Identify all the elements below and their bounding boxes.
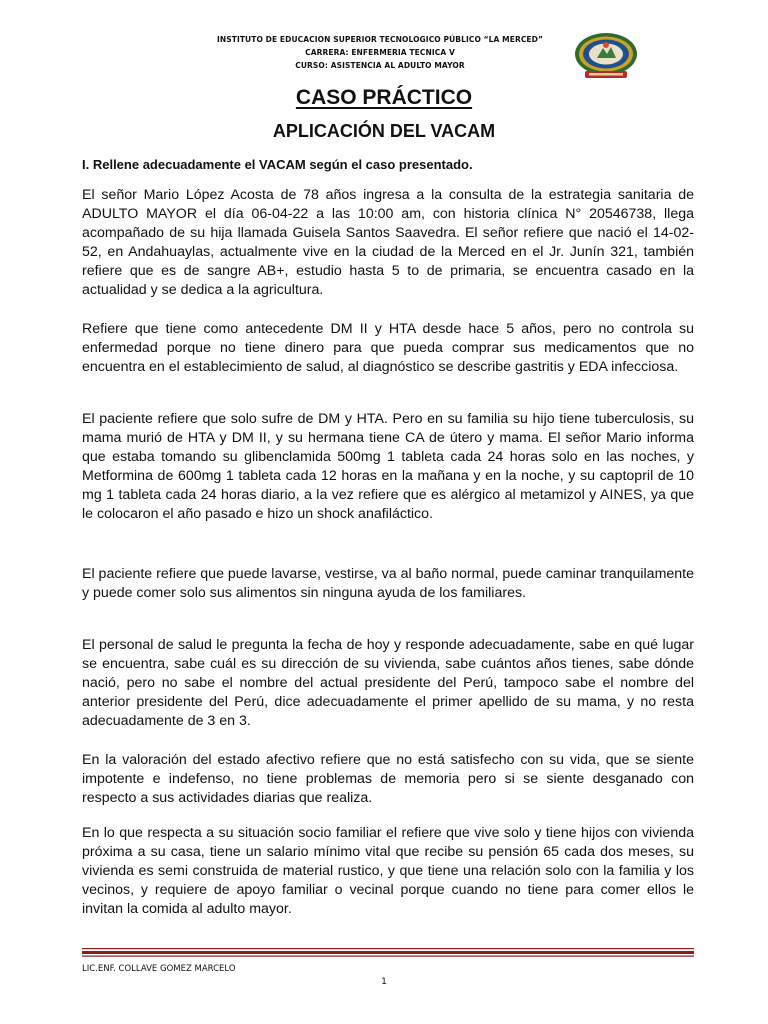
header-course: CURSO: ASISTENCIA AL ADULTO MAYOR bbox=[295, 61, 465, 70]
instruction-text: I. Rellene adecuadamente el VACAM según el caso presentado. bbox=[82, 157, 473, 172]
paragraph-functional-status: El paciente refiere que puede lavarse, vestirse, va al baño normal, puede caminar tranquilamente y puede comer solo sus alimentos sin ninguna ayuda de los familiares. bbox=[82, 566, 694, 601]
paragraph-affective-status: En la valoración del estado afectivo refiere que no está satisfecho con su vida, que se siente impotente e indefenso, no tiene problemas de memoria pero si se siente desganado con respecto a sus actividades diarias que realiza. bbox=[82, 752, 694, 806]
paragraph-patient-data: El señor Mario López Acosta de 78 años ingresa a la consulta de la estrategia sanitaria de ADULTO MAYOR el día 06-04-22 a las 10:00 am, con historia clínica N° 20546738, llega acompañado de su hija llamada Guisela Santos Saavedra. El señor refiere que nació el 14-02-52, en Andahuaylas, actualmente vive en la ciudad de la Merced en el Jr. Junín 321, también refiere que es de sangre AB+, estudio hasta 5 to de primaria, se encuentra casado en la actualidad y se dedica a la agricultura. bbox=[82, 187, 694, 298]
footer-divider bbox=[82, 948, 694, 958]
institution-seal-icon bbox=[573, 30, 639, 80]
header-institution-name: INSTITUTO DE EDUCACION SUPERIOR TECNOLOGICO PÚBLICO “LA MERCED” bbox=[216, 35, 544, 44]
paragraph-medical-history: Refiere que tiene como antecedente DM II y HTA desde hace 5 años, pero no controla su enfermedad porque no tiene dinero para que pueda comprar sus medicamentos que no encuentra en el establecimiento de salud, al diagnóstico se describe gastritis y EDA infecciosa. bbox=[82, 321, 694, 375]
paragraph-cognitive-status: El personal de salud le pregunta la fecha de hoy y responde adecuadamente, sabe en qué lugar se encuentra, sabe cuál es su dirección de su vivienda, sabe cuántos años tienes, sabe dónde nació, pero no sabe el nombre del actual presidente del Perú, tampoco sabe el nombre del anterior presidente del Perú, dice adecuadamente el primer apellido de su mama, y no resta adecuadamente de 3 en 3. bbox=[82, 637, 694, 729]
paragraph-family-history: El paciente refiere que solo sufre de DM y HTA. Pero en su familia su hijo tiene tuberculosis, su mama murió de HTA y DM II, y su hermana tiene CA de útero y mama. El señor Mario informa que estaba tomando su glibenclamida 500mg 1 tableta cada 24 horas solo en las noches, y Metformina de 600mg 1 tableta cada 12 horas en la mañana y en la noche, y su captopril de 10 mg 1 tableta cada 24 horas diario, a la vez refiere que es alérgico al metamizol y AINES, ya que le colocaron el año pasado e hizo un shock anafiláctico. bbox=[82, 411, 694, 522]
page-number: 1 bbox=[381, 977, 387, 987]
page-title: CASO PRÁCTICO bbox=[295, 86, 473, 109]
header-career: CARRERA: ENFERMERIA TECNICA V bbox=[305, 48, 455, 57]
page-subtitle: APLICACIÓN DEL VACAM bbox=[272, 121, 496, 141]
footer-author: LIC.ENF. COLLAVE GOMEZ MARCELO bbox=[82, 964, 236, 974]
institution-header bbox=[180, 33, 580, 72]
paragraph-social-family: En lo que respecta a su situación socio familiar el refiere que vive solo y tiene hijos con vivienda próxima a su casa, tiene un salario mínimo vital que recibe su pensión 65 cada dos meses, su vivienda es semi construida de material rustico, y que tiene una relación solo con la familia y los vecinos, y requiere de apoyo familiar o vecinal porque cuando no tiene para comer ellos le invitan la comida al adulto mayor. bbox=[82, 825, 694, 917]
